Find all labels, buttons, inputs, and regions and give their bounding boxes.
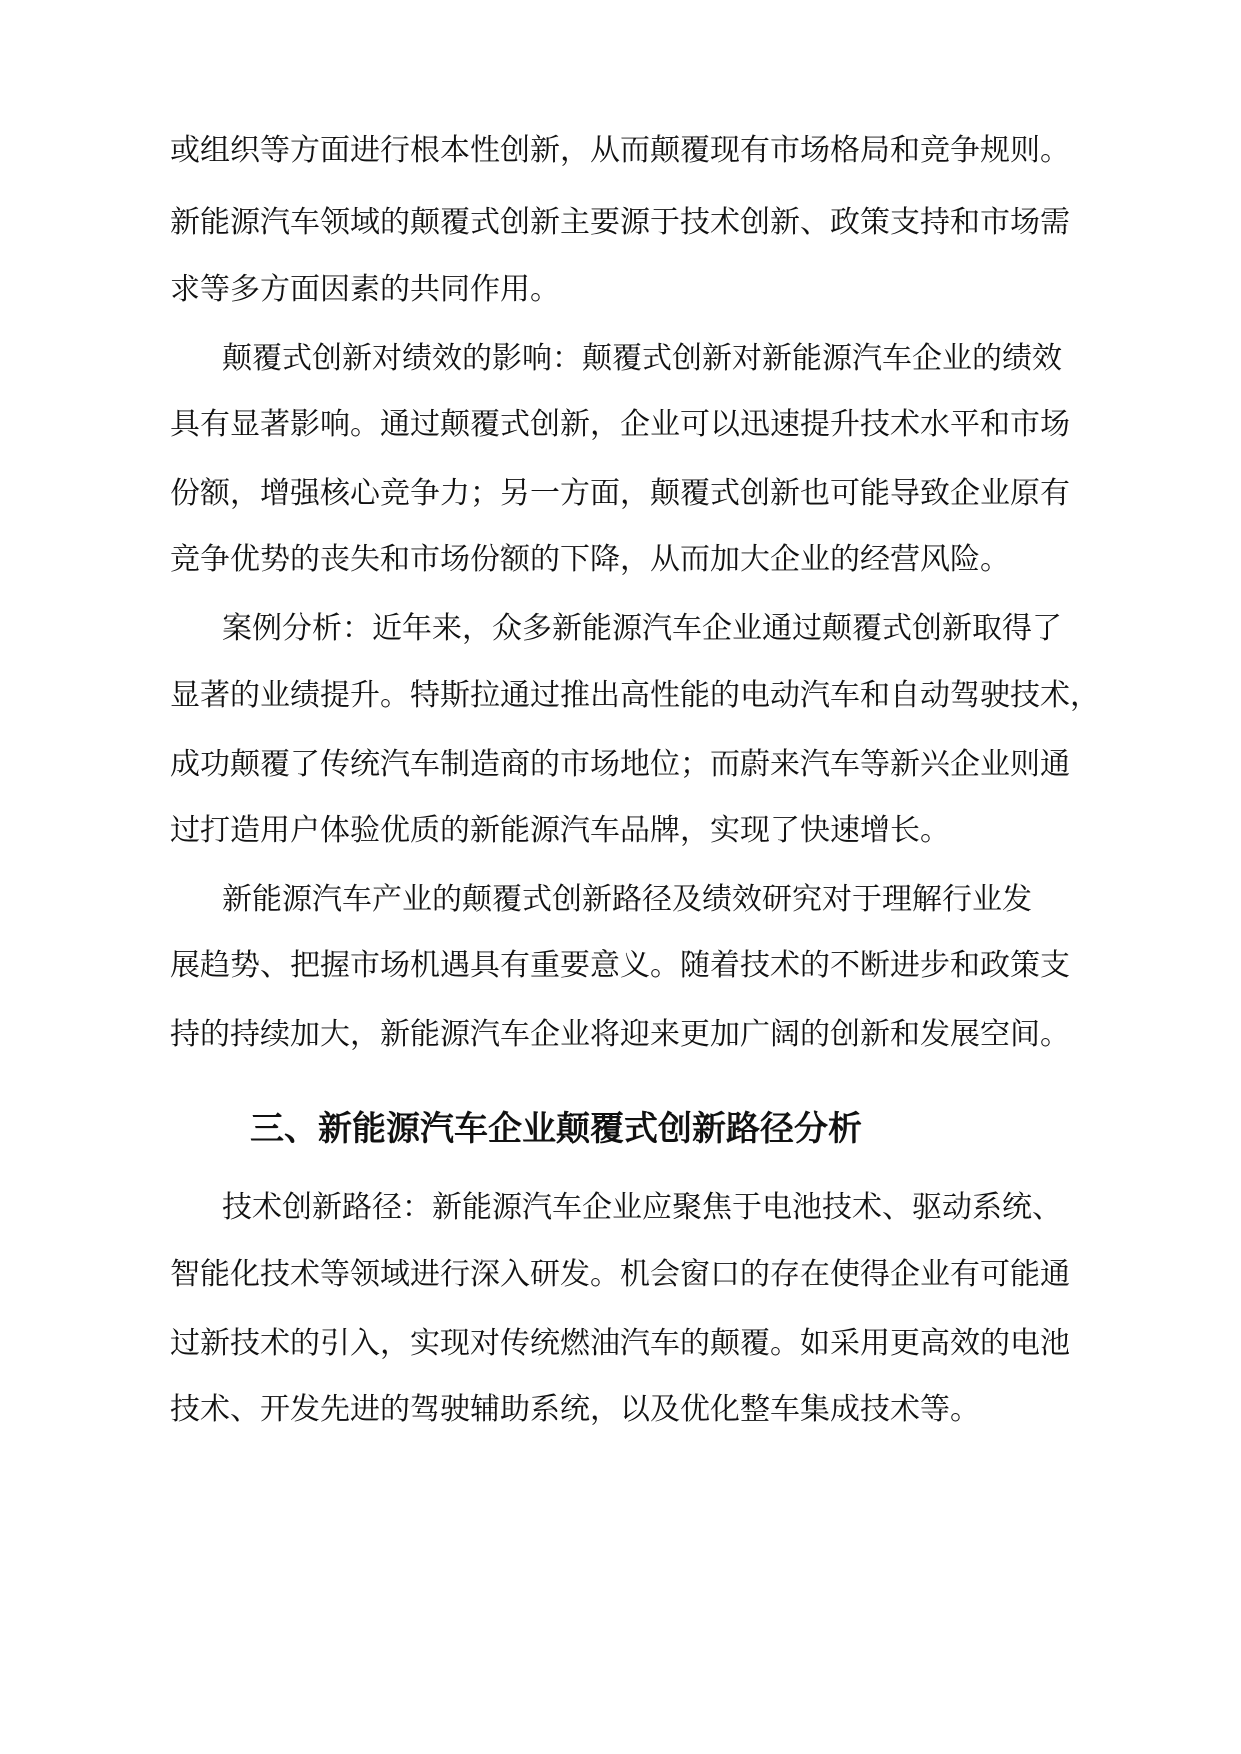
paragraph-3-line-3: 成功颠覆了传统汽车制造商的市场地位；而蔚来汽车等新兴企业则通	[170, 747, 1070, 782]
paragraph-1-line-1: 或组织等方面进行根本性创新，从而颠覆现有市场格局和竞争规则。	[170, 133, 1070, 168]
section-paragraph-line-4: 技术、开发先进的驾驶辅助系统，以及优化整车集成技术等。	[170, 1392, 980, 1427]
paragraph-2-line-3: 份额，增强核心竞争力；另一方面，颠覆式创新也可能导致企业原有	[170, 476, 1070, 511]
paragraph-1-line-2: 新能源汽车领域的颠覆式创新主要源于技术创新、政策支持和市场需	[170, 205, 1070, 240]
paragraph-3-line-1: 案例分析：近年来，众多新能源汽车企业通过颠覆式创新取得了	[222, 611, 1062, 646]
paragraph-2-line-4: 竞争优势的丧失和市场份额的下降，从而加大企业的经营风险。	[170, 542, 1010, 577]
paragraph-3-line-2: 显著的业绩提升。特斯拉通过推出高性能的电动汽车和自动驾驶技术，	[170, 678, 1100, 713]
paragraph-4-line-2: 展趋势、把握市场机遇具有重要意义。随着技术的不断进步和政策支	[170, 948, 1070, 983]
paragraph-4-line-1: 新能源汽车产业的颠覆式创新路径及绩效研究对于理解行业发	[222, 882, 1032, 917]
paragraph-2-line-2: 具有显著影响。通过颠覆式创新，企业可以迅速提升技术水平和市场	[170, 407, 1070, 442]
paragraph-4-line-3: 持的持续加大，新能源汽车企业将迎来更加广阔的创新和发展空间。	[170, 1017, 1070, 1052]
paragraph-2-line-1: 颠覆式创新对绩效的影响：颠覆式创新对新能源汽车企业的绩效	[222, 341, 1062, 376]
section-paragraph-line-3: 过新技术的引入，实现对传统燃油汽车的颠覆。如采用更高效的电池	[170, 1326, 1070, 1361]
paragraph-3-line-4: 过打造用户体验优质的新能源汽车品牌，实现了快速增长。	[170, 813, 950, 848]
section-heading: 三、新能源汽车企业颠覆式创新路径分析	[250, 1109, 862, 1149]
paragraph-1-line-3: 求等多方面因素的共同作用。	[170, 272, 560, 307]
section-paragraph-line-2: 智能化技术等领域进行深入研发。机会窗口的存在使得企业有可能通	[170, 1257, 1070, 1292]
section-paragraph-line-1: 技术创新路径：新能源汽车企业应聚焦于电池技术、驱动系统、	[222, 1190, 1062, 1225]
